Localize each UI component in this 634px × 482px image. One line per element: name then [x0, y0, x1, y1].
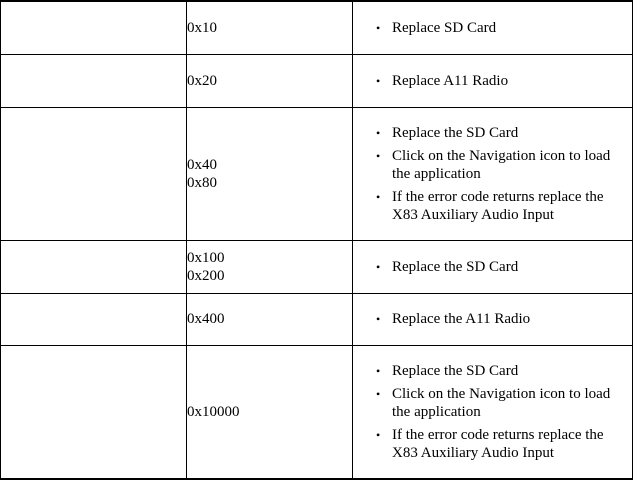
- action-list: [353, 362, 632, 462]
- error-code: 0x100: [187, 249, 225, 266]
- action-text: If the error code returns replace the X83 Auxiliary Audio Input: [392, 426, 604, 461]
- bullet-icon: •: [376, 259, 381, 274]
- action-text: If the error code returns replace the X83 Auxiliary Audio Input: [392, 188, 604, 223]
- bullet-icon: •: [376, 363, 381, 378]
- action-text: Replace SD Card: [392, 19, 497, 36]
- error-code: 0x80: [187, 174, 217, 191]
- list-item: [376, 362, 628, 380]
- action-list: [353, 310, 632, 328]
- error-code: 0x400: [187, 311, 225, 327]
- code-cell: [187, 345, 353, 479]
- blank-cell: [1, 1, 187, 54]
- action-cell: [353, 54, 633, 107]
- error-code: 0x10000: [187, 403, 240, 420]
- code-cell: [187, 293, 353, 345]
- list-item: [376, 188, 628, 224]
- code-cell: [187, 107, 353, 240]
- blank-cell: [1, 345, 187, 479]
- list-item: [376, 385, 628, 421]
- list-item: [376, 426, 628, 462]
- blank-cell: [1, 240, 187, 293]
- action-text: Replace A11 Radio: [392, 72, 509, 89]
- list-item: [376, 72, 628, 90]
- error-code: 0x20: [187, 72, 217, 89]
- action-list: [353, 72, 632, 90]
- blank-cell: [1, 54, 187, 107]
- action-text: Click on the Navigation icon to load the application: [392, 385, 611, 420]
- action-cell: [353, 1, 633, 54]
- error-code: 0x10: [187, 19, 217, 36]
- bullet-icon: •: [376, 20, 381, 35]
- action-text: Replace the SD Card: [392, 258, 519, 275]
- blank-cell: [1, 107, 187, 240]
- action-text: Click on the Navigation icon to load the application: [392, 147, 611, 182]
- action-text: Replace the SD Card: [392, 362, 519, 379]
- blank-cell: [1, 293, 187, 345]
- table-row: [1, 54, 633, 107]
- bullet-icon: •: [376, 427, 381, 442]
- code-cell: [187, 240, 353, 293]
- action-cell: [353, 293, 633, 345]
- error-code: 0x40: [187, 156, 217, 173]
- bullet-icon: •: [376, 73, 381, 88]
- bullet-icon: •: [376, 189, 381, 204]
- list-item: [376, 124, 628, 142]
- table-row: [1, 293, 633, 345]
- action-text: Replace the SD Card: [392, 124, 519, 141]
- action-list: [353, 124, 632, 224]
- table-row: [1, 1, 633, 54]
- error-code: 0x200: [187, 267, 225, 284]
- action-text: Replace the A11 Radio: [392, 311, 531, 327]
- table-row: [1, 345, 633, 479]
- action-list: [353, 19, 632, 37]
- table-row: [1, 240, 633, 293]
- code-cell: [187, 1, 353, 54]
- table-row: [1, 107, 633, 240]
- list-item: [376, 147, 628, 183]
- list-item: [376, 258, 628, 276]
- bullet-icon: •: [376, 386, 381, 401]
- action-list: [353, 258, 632, 276]
- bullet-icon: •: [376, 125, 381, 140]
- action-cell: [353, 107, 633, 240]
- action-cell: [353, 345, 633, 479]
- action-cell: [353, 240, 633, 293]
- code-cell: [187, 54, 353, 107]
- list-item: [376, 310, 628, 328]
- list-item: [376, 19, 628, 37]
- bullet-icon: •: [376, 312, 381, 326]
- bullet-icon: •: [376, 148, 381, 163]
